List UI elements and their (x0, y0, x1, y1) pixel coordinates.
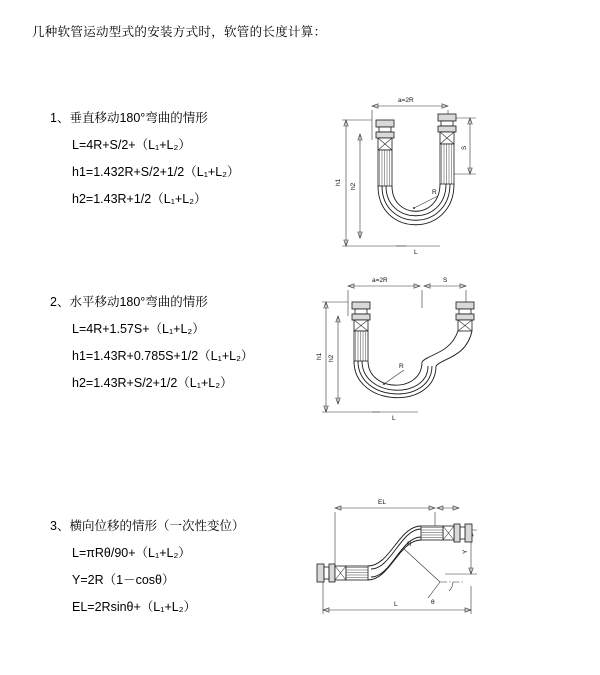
dim-label-r: R (407, 541, 412, 548)
figure-lateral-offset (295, 486, 495, 626)
dim-label-l: L (394, 601, 398, 608)
dim-label-s: S (461, 145, 468, 150)
section-heading-1: 1、垂直移动180°弯曲的情形 (50, 111, 208, 125)
formula-line: h2=1.43R+1/2（L₁+L₂） (72, 192, 207, 206)
formula-line: h1=1.432R+S/2+1/2（L₁+L₂） (72, 165, 240, 179)
dim-label-r: R (399, 363, 404, 370)
formula-line: L=πRθ/90+（L₁+L₂） (72, 546, 191, 560)
dim-label-l: L (392, 415, 396, 422)
formula-line: EL=2Rsinθ+（L₁+L₂） (72, 600, 197, 614)
formula-block-3 (50, 516, 310, 624)
section-heading-2: 2、水平移动180°弯曲的情形 (50, 295, 208, 309)
formula-block-1 (50, 108, 310, 216)
dim-label-s: S (443, 277, 448, 284)
dim-label-h1: h1 (316, 352, 323, 360)
dim-label-r: R (432, 189, 437, 196)
formula-block-2 (50, 292, 310, 400)
page-title: 几种软管运动型式的安装方式时，软管的长度计算： (32, 25, 327, 39)
formula-line: L=4R+S/2+（L₁+L₂） (72, 138, 191, 152)
dim-label-y: Y (462, 549, 469, 554)
section-heading-3: 3、横向位移的情形（一次性变位） (50, 519, 245, 533)
formula-line: L=4R+1.57S+（L₁+L₂） (72, 322, 205, 336)
dim-label-l: L (414, 249, 418, 256)
dim-label-a2r: a=2R (372, 277, 388, 284)
dim-label-h2: h2 (328, 354, 335, 362)
formula-line: h1=1.43R+0.785S+1/2（L₁+L₂） (72, 349, 254, 363)
dim-label-a2r: a=2R (398, 97, 414, 104)
figure-vertical-180 (310, 78, 500, 268)
formula-line: h2=1.43R+S/2+1/2（L₁+L₂） (72, 376, 233, 390)
dim-label-h2: h2 (350, 182, 357, 190)
dim-label-h1: h1 (335, 178, 342, 186)
formula-line: Y=2R（1－cosθ） (72, 573, 175, 587)
figure-horizontal-180 (300, 262, 500, 442)
dim-label-theta: θ (431, 599, 435, 606)
dim-label-el: EL (378, 499, 386, 506)
